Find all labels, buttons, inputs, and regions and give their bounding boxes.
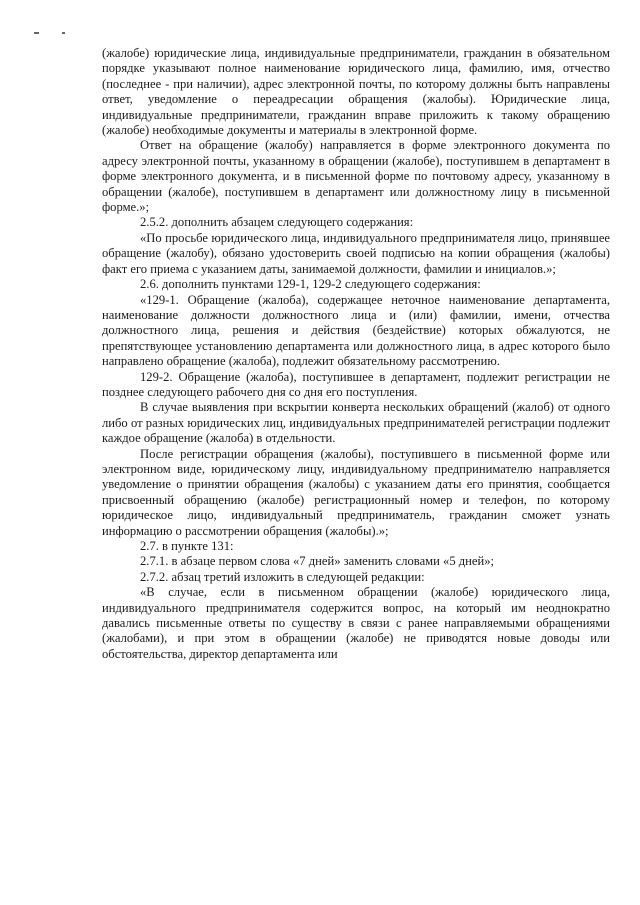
- paragraph: «129-1. Обращение (жалоба), содержащее неточное наименование департамента, наименование должности должностного лица и (или) фамилии, имени, отчества должностного лица, решения и действия (бездействие) которых обжалуются, не препятствующее установлению департамента или должностного лица, в адрес которого было направлено обращение (жалоба), подлежит обязательному рассмотрению.: [102, 292, 610, 369]
- paragraph: 2.7. в пункте 131:: [140, 539, 234, 553]
- scan-mark: [34, 32, 39, 34]
- paragraph: 2.6. дополнить пунктами 129-1, 129-2 следующего содержания:: [140, 277, 481, 292]
- document-body: [102, 46, 610, 662]
- paragraph: «По просьбе юридического лица, индивидуального предпринимателя лицо, принявшее обращение (жалобу), обязано удостоверить своей подписью на копии обращения (жалобы) факт его приема с указанием даты, занимаемой должности, фамилии и инициалов.»;: [102, 230, 610, 276]
- paragraph: В случае выявления при вскрытии конверта нескольких обращений (жалоб) от одного либо от разных юридических лиц, индивидуальных предпринимателей регистрации подлежит каждое обращение (жалоба) в отдельности.: [102, 400, 610, 446]
- paragraph: 2.7.1. в абзаце первом слова «7 дней» заменить словами «5 дней»;: [140, 554, 495, 569]
- paragraph: 129-2. Обращение (жалоба), поступившее в департамент, подлежит регистрации не позднее следующего рабочего дня со дня его поступления.: [102, 369, 610, 399]
- paragraph: 2.7.2. абзац третий изложить в следующей редакции:: [140, 569, 425, 584]
- paragraph: (жалобе) юридические лица, индивидуальные предприниматели, гражданин в обязательном порядке указывают полное наименование юридического лица, фамилию, имя, отчество (последнее - при наличии), адрес электронной почты, по которому должны быть направлены ответ, уведомление о переадресации обращения (жалобы). Юридические лица, индивидуальные предприниматели, гражданин вправе приложить к такому обращению (жалобе) необходимые документы и материалы в электронной форме.: [102, 46, 610, 138]
- scan-mark: [62, 32, 65, 34]
- paragraph: 2.5.2. дополнить абзацем следующего содержания:: [140, 215, 414, 230]
- paragraph: «В случае, если в письменном обращении (жалобе) юридического лица, индивидуального предпринимателя содержится вопрос, на который им неоднократно давались письменные ответы по существу в связи с ранее направляемыми обращениями (жалобами), и при этом в обращении (жалобе) не приводятся новые доводы или обстоятельства, директор департамента или: [102, 585, 610, 661]
- paragraph: Ответ на обращение (жалобу) направляется в форме электронного документа по адресу электронной почты, указанному в обращении (жалобе), поступившем в департамент в форме электронного документа, и в письменной форме по почтовому адресу, указанному в обращении (жалобе), поступившем в департамент или должностному лицу в письменной форме.»;: [102, 138, 610, 215]
- paragraph: После регистрации обращения (жалобы), поступившего в письменной форме или электронном виде, юридическому лицу, индивидуальному предпринимателю направляется уведомление о принятии обращения (жалобы) с указанием даты его принятия, сообщается присвоенный обращению (жалобе) регистрационный номер и телефон, по которому юридическое лицо, индивидуальный предприниматель, гражданин сможет узнать информацию о рассмотрении обращения (жалобы).»;: [102, 446, 610, 538]
